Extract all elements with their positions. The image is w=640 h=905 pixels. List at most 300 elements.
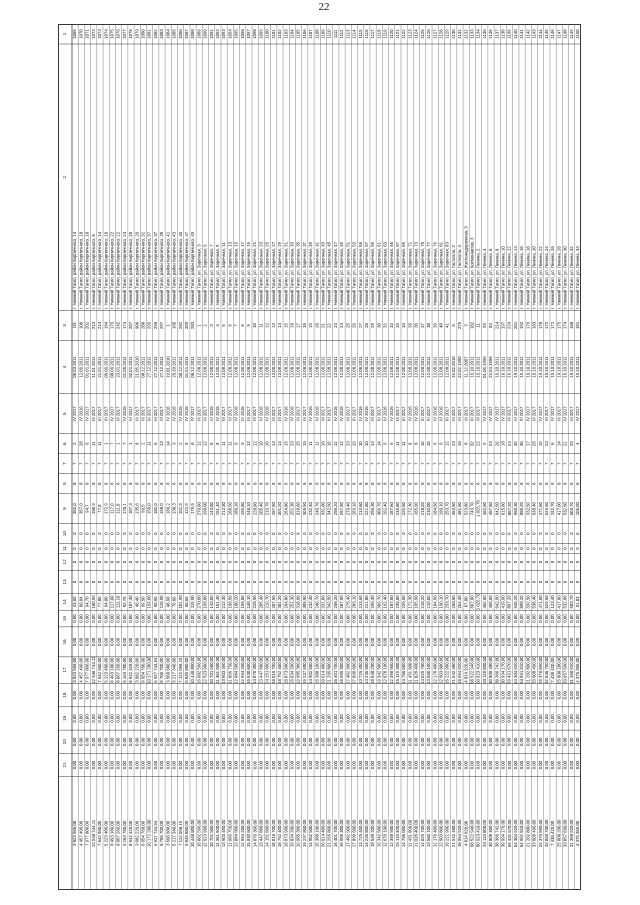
cell-const: 0,00 (320, 760, 326, 770)
cell-const: 0 (326, 547, 332, 550)
cell-const: 0,00 (500, 737, 506, 746)
cell-const: 0 (531, 580, 537, 584)
cell-cost: 6 927 744,94 (152, 657, 158, 683)
cell-const: 0,00 (146, 690, 152, 700)
cell-col3: 171 (550, 321, 556, 330)
cell-const: 0 (90, 560, 96, 564)
cell-const: 0 (320, 532, 326, 535)
cell-const: 0,00 (171, 614, 177, 623)
cell-cost: 32 846 700,00 (544, 656, 550, 684)
cell-const: 8 (140, 482, 146, 485)
cell-term: IV 2017 (72, 406, 78, 422)
cell-address: г. Нижний Тагил, ул. Заречная, 57 (363, 242, 369, 309)
cell-date: 19.10.2011 (531, 356, 537, 378)
cell-const: 7 (208, 462, 214, 465)
cell-const: 0,00 (568, 714, 574, 723)
cell-total: 11 096 750,00 (227, 819, 233, 847)
table-row (321, 29, 326, 847)
cell-total: 33 118 800,00 (481, 819, 487, 847)
cell-const: 0,00 (531, 737, 537, 746)
cell-address: г. Нижний Тагил, ул. Ленина, 12 (506, 246, 512, 309)
cell-const: 0,00 (562, 760, 568, 770)
cell-cost: 7 438 420,00 (550, 657, 556, 683)
cell-const: 0,00 (506, 637, 512, 647)
cell-col3: 35 (407, 323, 413, 328)
cell-const: 0 (128, 547, 134, 550)
cell-address: г. Нижний Тагил, ул. Ленина, 30 (562, 246, 568, 309)
cell-area: 205,40 (258, 502, 264, 516)
cell-const: 0,00 (556, 614, 562, 623)
cell-address: г. Нижний Тагил, ул. Заречная, 13 (227, 242, 233, 309)
cell-cost: 21 295 800,00 (326, 656, 332, 684)
cell-const: 0 (196, 580, 202, 584)
cell-const: 0,00 (481, 614, 487, 623)
cell-const: 0,00 (146, 714, 152, 723)
cell-area: 318,60 (295, 502, 301, 516)
cell-area: 99,5 (140, 504, 146, 513)
cell-const: 7 (500, 462, 506, 465)
cell-const: 0 (475, 580, 481, 584)
cell-col3: 9 (246, 324, 252, 327)
cell-cost: 30 994 170,00 (500, 656, 506, 684)
cell-const: 0,00 (221, 690, 227, 700)
cell-number: 1121 (395, 29, 401, 39)
cell-const: 0,00 (171, 737, 177, 746)
cell-const: 0,00 (357, 637, 363, 647)
cell-const: 0 (97, 560, 103, 564)
cell-term: III 2017 (295, 406, 301, 421)
cell-col6: 14 (376, 441, 382, 447)
cell-const: 0 (196, 532, 202, 535)
cell-const: 0 (575, 560, 581, 564)
cell-const: 0,00 (388, 737, 394, 746)
cell-const: 0,00 (450, 637, 456, 647)
cell-term: IV 2017 (481, 406, 487, 422)
cell-term: III 2017 (152, 406, 158, 421)
cell-const: 0 (140, 532, 146, 535)
cell-const: 0 (407, 580, 413, 584)
cell-const: 0,00 (575, 760, 581, 770)
cell-cost: 13 447 800,00 (258, 656, 264, 684)
cell-col3: 38 (426, 323, 432, 328)
cell-const: 0,00 (109, 714, 115, 723)
cell-const: 0 (171, 560, 177, 564)
cell-const: 0 (444, 560, 450, 564)
cell-const: 0,00 (258, 760, 264, 770)
cell-const: 0 (121, 560, 127, 564)
cell-col6: 14 (556, 441, 562, 447)
cell-col3: 224 (506, 321, 512, 330)
cell-const: 0,00 (481, 760, 487, 770)
cell-const: 0 (332, 580, 338, 584)
cell-col3: 37 (419, 323, 425, 328)
cell-const: 0 (301, 532, 307, 535)
cell-const: 8 (84, 482, 90, 485)
cell-area: 77,8 (97, 504, 103, 513)
cell-const: 0,00 (432, 637, 438, 647)
cell-cost: 4 814 920,00 (463, 657, 469, 683)
cell-col6: 14 (277, 441, 283, 447)
cell-const: 8 (351, 482, 357, 485)
cell-const: 0,00 (556, 637, 562, 647)
cell-const: 0 (537, 560, 543, 564)
cell-col6: 23 (450, 441, 456, 447)
cell-const: 0 (215, 532, 221, 535)
cell-const: 0,00 (525, 737, 531, 746)
cell-cost: 8 654 760,00 (140, 657, 146, 683)
cell-total: 15 830 600,00 (246, 819, 252, 848)
cell-cost: 12 176 400,00 (432, 656, 438, 684)
cell-date: 12.08.2011 (438, 356, 444, 378)
cell-const: 0 (295, 580, 301, 584)
cell-total: 8 706 700,00 (159, 820, 165, 846)
cell-const: 0,00 (264, 614, 270, 623)
cell-col6: 9 (481, 442, 487, 445)
cell-const: 0,00 (140, 637, 146, 647)
cell-const: 0,00 (227, 714, 233, 723)
cell-const: 0,00 (283, 690, 289, 700)
cell-const: 7 (314, 462, 320, 465)
cell-const: 0 (159, 580, 165, 584)
cell-const: 0,00 (264, 690, 270, 700)
cell-area: 184,50 (432, 502, 438, 516)
cell-cost: 18 752 400,00 (277, 656, 283, 684)
cell-area: 251,30 (289, 502, 295, 516)
table-row (246, 29, 251, 848)
cell-cost: 12 670 100,00 (382, 656, 388, 684)
cell-cost: 54 961 810,00 (519, 656, 525, 684)
cell-const: 0,00 (289, 714, 295, 723)
cell-const: 0,00 (283, 714, 289, 723)
cell-col6: 23 (488, 441, 494, 447)
cell-number: 1088 (190, 29, 196, 39)
cell-const: 8 (531, 482, 537, 485)
cell-const: 0,00 (308, 690, 314, 700)
cell-cost: 18 548 200,00 (370, 656, 376, 684)
cell-const: 0,00 (314, 637, 320, 647)
table-row (538, 29, 543, 847)
cell-const: 0,00 (159, 690, 165, 700)
cell-date: 12.08.2011 (370, 356, 376, 378)
cell-col3: 11 (475, 323, 481, 328)
cell-const: 0,00 (72, 760, 78, 770)
cell-const: 0,00 (221, 637, 227, 647)
cell-const: 0,00 (252, 737, 258, 746)
cell-number: 1145 (544, 29, 550, 39)
cell-const: 8 (301, 482, 307, 485)
cell-term: IV 2016 (183, 406, 189, 422)
cell-const: 0,00 (326, 737, 332, 746)
cell-const: 0,00 (134, 614, 140, 623)
cell-const: 0 (512, 547, 518, 550)
cell-const: 0,00 (519, 690, 525, 700)
cell-const: 0,00 (363, 637, 369, 647)
cell-const: 0,00 (388, 614, 394, 623)
cell-const: 0 (488, 560, 494, 564)
cell-const: 8 (450, 482, 456, 485)
cell-cost: 64 304 920,00 (512, 656, 518, 684)
cell-const: 0,00 (177, 690, 183, 700)
cell-cost: 14 902 500,00 (308, 656, 314, 684)
cell-const: 0 (239, 532, 245, 535)
cell-const: 0,00 (258, 690, 264, 700)
cell-term: IV 2016 (413, 406, 419, 422)
cell-const: 0 (115, 560, 121, 564)
cell-const: 8 (320, 482, 326, 485)
cell-term: III 2017 (345, 406, 351, 421)
cell-const: 0 (72, 532, 78, 535)
cell-const: 0,00 (84, 614, 90, 623)
cell-col3: 178 (537, 321, 543, 330)
cell-date: 23.01.2011 (115, 356, 121, 378)
cell-date: 02.01.2011 (128, 356, 134, 378)
cell-const: 0,00 (264, 637, 270, 647)
cell-const: 0 (413, 580, 419, 584)
cell-area2: 417,00 (556, 595, 562, 609)
cell-area: 189,2 (165, 503, 171, 515)
table-row (190, 29, 195, 848)
cell-cost: 12 358 900,00 (388, 656, 394, 684)
cell-col6: 23 (544, 441, 550, 447)
cell-const: 0,00 (444, 690, 450, 700)
column-number: 15 (62, 615, 68, 622)
cell-const: 0,00 (208, 637, 214, 647)
cell-const: 0 (183, 547, 189, 550)
cell-col6: 19 (537, 441, 543, 447)
table-row (395, 29, 400, 847)
cell-const: 0,00 (72, 714, 78, 723)
cell-const: 0 (481, 580, 487, 584)
cell-const: 0 (314, 547, 320, 550)
cell-col6: 10 (258, 441, 264, 447)
cell-const: 0 (246, 532, 252, 535)
cell-const: 0 (295, 532, 301, 535)
cell-area: 1 025,70 (475, 500, 481, 517)
cell-address: г. Нижний Тагил, район Кирпичного, 31 (140, 231, 146, 309)
cell-const: 0,00 (109, 614, 115, 623)
cell-const: 0,00 (97, 690, 103, 700)
cell-const: 8 (407, 482, 413, 485)
cell-const: 7 (320, 462, 326, 465)
cell-const: 7 (183, 462, 189, 465)
cell-area2: 172,30 (407, 595, 413, 609)
cell-area: 867,20 (506, 502, 512, 516)
cell-const: 0,00 (326, 690, 332, 700)
cell-const: 0 (140, 547, 146, 550)
cell-date: 19.10.2011 (550, 356, 556, 378)
cell-const: 0 (395, 547, 401, 550)
cell-number: 1135 (481, 29, 487, 39)
cell-number: 1108 (314, 29, 320, 39)
cell-area: 503,70 (568, 502, 574, 516)
cell-area2: 1 025,70 (475, 593, 481, 611)
cell-const: 0,00 (575, 737, 581, 746)
table-row (420, 29, 425, 847)
cell-const: 0,00 (351, 714, 357, 723)
cell-const: 0 (531, 532, 537, 535)
cell-col6: 2 (140, 442, 146, 445)
cell-const: 0,00 (221, 714, 227, 723)
cell-const: 0,00 (537, 760, 543, 770)
cell-number: 1073 (97, 29, 103, 39)
cell-const: 0 (419, 560, 425, 564)
cell-const: 8 (196, 482, 202, 485)
cell-col3: 297 (159, 321, 165, 330)
cell-const: 0 (568, 532, 574, 535)
cell-area2: 180,20 (233, 595, 239, 609)
cell-cost: 16 873 900,00 (283, 656, 289, 684)
cell-date: 19.10.2011 (512, 356, 518, 378)
cell-const: 0,00 (500, 760, 506, 770)
cell-total: 18 954 920,00 (457, 819, 463, 848)
cell-const: 0,00 (221, 614, 227, 623)
cell-const: 8 (159, 482, 165, 485)
cell-address: г. Нижний Тагил, ул. Заречная, 41 (314, 242, 320, 309)
cell-const: 0,00 (469, 614, 475, 623)
cell-const: 7 (177, 462, 183, 465)
cell-area2: 184,50 (432, 595, 438, 609)
cell-const: 0,00 (314, 737, 320, 746)
cell-const: 0 (438, 580, 444, 584)
cell-col6: 9 (438, 442, 444, 445)
cell-const: 0,00 (475, 690, 481, 700)
cell-area2: 151,40 (215, 595, 221, 609)
cell-date: 12.08.2011 (221, 356, 227, 378)
cell-area: 101,9 (177, 503, 183, 515)
cell-const: 0,00 (519, 614, 525, 623)
cell-const: 7 (134, 462, 140, 465)
cell-const: 0 (463, 532, 469, 535)
cell-const: 0 (277, 547, 283, 550)
cell-date: 12.08.2011 (401, 356, 407, 378)
cell-const: 0 (426, 560, 432, 564)
cell-const: 0,00 (246, 760, 252, 770)
cell-area: 309,70 (376, 502, 382, 516)
cell-address: г. Нижний Тагил, ул. Заречная, 21 (252, 242, 258, 309)
cell-area: 898,20 (519, 502, 525, 516)
cell-date: 12.08.2011 (258, 356, 264, 378)
cell-const: 0 (544, 547, 550, 550)
cell-const: 0,00 (407, 714, 413, 723)
cell-const: 0,00 (419, 637, 425, 647)
cell-const: 0,00 (395, 690, 401, 700)
cell-const: 0,00 (159, 714, 165, 723)
cell-col3: 7 (233, 324, 239, 327)
cell-const: 0,00 (444, 637, 450, 647)
cell-address: г. Нижний Тагил, район Кирпичного, 39 (159, 231, 165, 309)
cell-const: 0,00 (227, 637, 233, 647)
table-row (532, 29, 537, 847)
column-number: 6 (62, 442, 68, 445)
cell-const: 8 (339, 482, 345, 485)
cell-const: 0,00 (339, 714, 345, 723)
cell-const: 0 (376, 560, 382, 564)
cell-const: 0,00 (550, 714, 556, 723)
cell-const: 0,00 (152, 637, 158, 647)
cell-area: 135,6 (134, 503, 140, 515)
cell-total: 16 082 596,00 (196, 819, 202, 848)
cell-area: 532,60 (562, 502, 568, 516)
cell-col6: 11 (227, 441, 233, 446)
cell-const: 0 (363, 560, 369, 564)
cell-const: 0 (165, 547, 171, 550)
cell-const: 0 (246, 547, 252, 550)
cell-const: 0,00 (438, 737, 444, 746)
cell-const: 0,00 (140, 760, 146, 770)
cell-const: 8 (97, 482, 103, 485)
cell-cost: 11 028 400,00 (413, 656, 419, 684)
cell-const: 0,00 (72, 737, 78, 746)
cell-const: 0 (72, 560, 78, 564)
cell-cost: 8 067 260,00 (115, 657, 121, 683)
cell-total: 16 034 200,00 (289, 819, 295, 848)
cell-address: г. Нижний Тагил, ул. Ленина, 26 (550, 246, 556, 309)
cell-col3: 1 (196, 324, 202, 327)
cell-const: 7 (103, 462, 109, 465)
cell-const: 0 (159, 560, 165, 564)
cell-const: 0 (562, 560, 568, 564)
cell-const: 0 (388, 532, 394, 535)
cell-address: г. Нижний Тагил, район Кирпичного, 25 (128, 231, 134, 309)
cell-address: г. Нижний Тагил, район Кирпичного, 47 (183, 231, 189, 309)
cell-area2: 305,90 (301, 595, 307, 609)
cell-const: 0,00 (221, 760, 227, 770)
cell-const: 7 (401, 462, 407, 465)
cell-area2: 143,00 (208, 595, 214, 609)
cell-const: 0,00 (450, 614, 456, 623)
cell-const: 0,00 (171, 760, 177, 770)
cell-const: 0 (450, 580, 456, 584)
cell-term: IV 2016 (239, 406, 245, 422)
cell-col3: 8 (239, 324, 245, 327)
cell-const: 0 (351, 580, 357, 584)
cell-const: 0,00 (475, 614, 481, 623)
cell-const: 0 (339, 547, 345, 550)
table-row (178, 29, 183, 846)
cell-area2: 251,30 (289, 595, 295, 609)
cell-const: 0 (208, 532, 214, 535)
cell-const: 7 (426, 462, 432, 465)
cell-area: 229,50 (401, 502, 407, 516)
cell-const: 8 (227, 482, 233, 485)
cell-const: 0 (289, 580, 295, 584)
cell-term: III 2017 (252, 406, 258, 421)
cell-date: 19.10.2011 (562, 356, 568, 378)
cell-area2: 99,50 (140, 596, 146, 608)
cell-number: 1074 (103, 29, 109, 39)
cell-number: 1106 (301, 29, 307, 39)
cell-address: г. Нижний Тагил, ул. Ленина, 2 (475, 248, 481, 309)
cell-area2: 807,80 (469, 595, 475, 609)
cell-address: г. Нижний Тагил, район Кирпичного, 16 (103, 231, 109, 309)
table-row (234, 29, 239, 848)
cell-const: 0,00 (301, 737, 307, 746)
cell-const: 0 (500, 532, 506, 535)
cell-const: 0 (481, 547, 487, 550)
cell-const: 0 (177, 547, 183, 550)
cell-area2: 107,30 (128, 595, 134, 609)
cell-area2: 190,10 (438, 595, 444, 609)
cell-area2: 60,60 (183, 596, 189, 608)
cell-col3: 15 (283, 323, 289, 328)
cell-col3: 4 (215, 324, 221, 327)
cell-const: 0 (568, 547, 574, 550)
cell-const: 8 (121, 482, 127, 485)
cell-const: 0,00 (525, 614, 531, 623)
cell-const: 0 (289, 532, 295, 535)
cell-const: 0 (556, 547, 562, 550)
cell-area: 331,00 (320, 502, 326, 516)
